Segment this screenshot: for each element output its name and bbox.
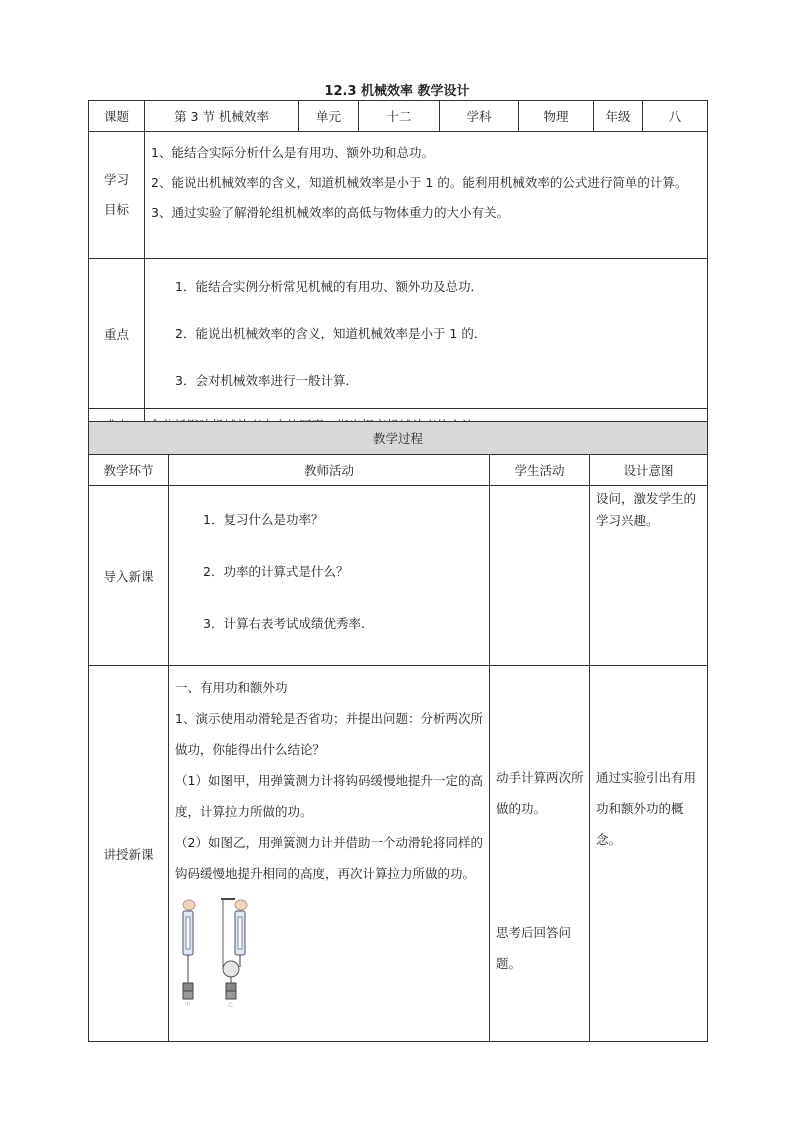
lecture-item: （2）如图乙，用弹簧测力计并借助一个动滑轮将同样的钩码缓慢地提升相同的高度，再次计算拉力所做的功。 [175, 835, 483, 881]
header-stage: 教学环节 [89, 455, 169, 486]
spring-scale-b [221, 899, 247, 999]
key-points-label: 重点 [89, 259, 145, 409]
lesson-label: 课题 [89, 101, 145, 132]
key-point-item: 1．能结合实例分析常见机械的有用功、额外功及总功． [175, 279, 483, 294]
info-table [88, 100, 708, 441]
spring-scale-illustration [175, 897, 295, 1007]
goal-item: 2、能说出机械效率的含义，知道机械效率是小于 1 的。能利用机械效率的公式进行简单的计算。 [151, 175, 688, 190]
header-design: 设计意图 [590, 455, 708, 486]
goal-item: 3、通过实验了解滑轮组机械效率的高低与物体重力的大小有关。 [151, 205, 509, 220]
subject-value: 物理 [519, 101, 594, 132]
intro-question: 1．复习什么是功率？ [203, 512, 324, 527]
process-table [88, 421, 708, 1042]
key-point-item: 3．会对机械效率进行一般计算． [175, 373, 358, 388]
lecture-student [490, 666, 590, 1042]
intro-question: 2．功率的计算式是什么？ [203, 564, 349, 579]
spring-scale-a [183, 900, 195, 999]
intro-design: 设问，激发学生的学习兴趣。 [590, 486, 708, 666]
spring-scale-figure [175, 897, 483, 1007]
intro-stage: 导入新课 [89, 486, 169, 666]
subject-label: 学科 [440, 101, 519, 132]
unit-label: 单元 [299, 101, 359, 132]
figure-label-a: 甲 [185, 1002, 191, 1007]
lecture-heading: 一、有用功和额外功 [175, 680, 288, 695]
lecture-item: 1、演示使用动滑轮是否省功；并提出问题：分析两次所做功，你能得出什么结论？ [175, 711, 483, 757]
goal-item: 1、能结合实际分析什么是有用功、额外功和总功。 [151, 145, 434, 160]
student-activity: 动手计算两次所做的功。 [496, 770, 584, 816]
grade-value: 八 [643, 101, 708, 132]
intro-student [490, 486, 590, 666]
lesson-value: 第 3 节 机械效率 [145, 101, 299, 132]
goals-content [145, 132, 708, 259]
lecture-teacher [169, 666, 490, 1042]
lecture-design: 通过实验引出有用功和额外功的概念。 [590, 666, 708, 1042]
intro-question: 3．计算右表考试成绩优秀率. [203, 616, 365, 631]
unit-value: 十二 [359, 101, 440, 132]
page-title: 12.3 机械效率 教学设计 [324, 84, 470, 99]
key-point-item: 2．能说出机械效率的含义，知道机械效率是小于 1 的． [175, 326, 487, 341]
header-student: 学生活动 [490, 455, 590, 486]
grade-label: 年级 [594, 101, 643, 132]
student-activity: 思考后回答问题。 [496, 925, 572, 971]
goals-label: 学习目标 [89, 132, 145, 259]
header-teacher: 教师活动 [169, 455, 490, 486]
process-title: 教学过程 [89, 422, 708, 455]
key-points-content [145, 259, 708, 409]
intro-teacher [169, 486, 490, 666]
figure-label-b: 乙 [228, 1002, 234, 1007]
lecture-stage: 讲授新课 [89, 666, 169, 1042]
lecture-item: （1）如图甲，用弹簧测力计将钩码缓慢地提升一定的高度，计算拉力所做的功。 [175, 773, 483, 819]
